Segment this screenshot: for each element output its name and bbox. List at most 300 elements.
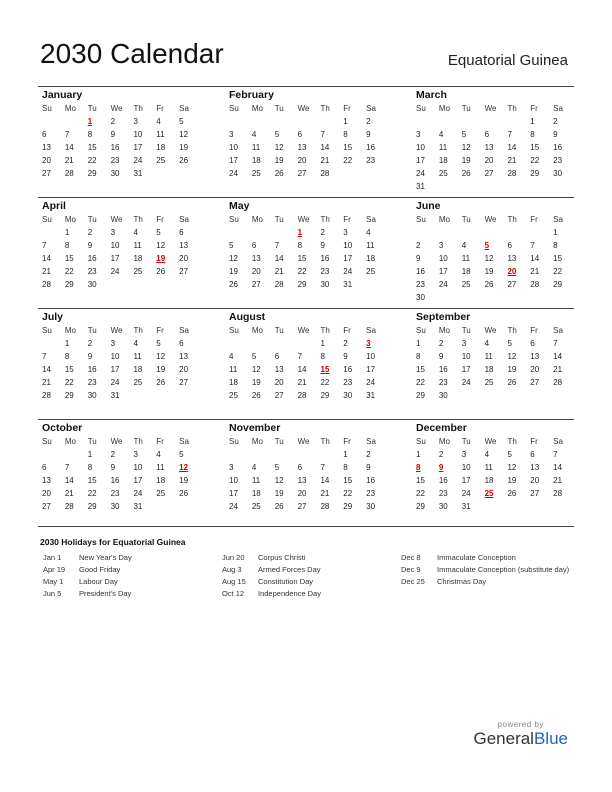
week-row <box>38 389 198 402</box>
day-cell: 3 <box>416 130 421 139</box>
month-may <box>225 198 385 291</box>
week-row <box>225 337 385 350</box>
holiday-date: Dec 25 <box>401 577 425 586</box>
day-cell <box>107 278 130 291</box>
weekday-label: We <box>297 215 310 224</box>
week-row <box>225 278 385 291</box>
day-cell: 19 <box>507 476 517 485</box>
day-cell: 25 <box>156 489 166 498</box>
day-cell: 30 <box>87 391 97 400</box>
day-cell: 16 <box>416 267 425 276</box>
day-cell: 27 <box>530 378 540 387</box>
day-cell <box>412 115 435 128</box>
day-cell: 14 <box>507 143 517 152</box>
weekday-label: Sa <box>179 215 189 224</box>
day-cell: 19 <box>229 267 238 276</box>
day-cell: 22 <box>530 156 540 165</box>
day-cell: 4 <box>251 130 257 139</box>
month-name: June <box>416 200 441 212</box>
day-cell: 21 <box>297 378 307 387</box>
quarter-row <box>38 308 574 419</box>
day-cell: 14 <box>297 365 307 374</box>
day-cell: 10 <box>110 352 120 361</box>
day-cell: 13 <box>274 365 284 374</box>
day-cell: 24 <box>461 378 471 387</box>
day-cell: 22 <box>64 378 74 387</box>
day-cell <box>481 180 504 193</box>
week-row <box>412 226 572 239</box>
weekday-label: Sa <box>179 104 189 113</box>
day-cell: 9 <box>87 352 93 361</box>
day-cell <box>175 167 198 180</box>
day-cell: 23 <box>416 280 425 289</box>
weekday-label: Sa <box>366 215 376 224</box>
weekday-label: Tu <box>274 104 284 113</box>
day-cell: 22 <box>64 267 74 276</box>
week-row <box>412 389 572 402</box>
week-row <box>38 350 198 363</box>
day-cell: 20 <box>251 267 261 276</box>
day-cell: 25 <box>461 280 471 289</box>
day-cell: 22 <box>87 156 97 165</box>
holiday-day-cell: 15 <box>320 365 330 374</box>
week-row <box>225 252 385 265</box>
holiday-name: Immaculate Conception (substitute day) <box>437 565 570 574</box>
weekday-header <box>38 435 198 448</box>
day-cell: 15 <box>530 143 540 152</box>
week-row <box>38 226 198 239</box>
day-cell: 4 <box>438 130 444 139</box>
week-row <box>412 448 572 461</box>
day-cell: 30 <box>110 502 120 511</box>
day-cell <box>61 448 84 461</box>
day-cell: 20 <box>179 254 189 263</box>
week-row <box>225 389 385 402</box>
day-cell <box>271 226 294 239</box>
brand-logo[interactable] <box>473 729 568 749</box>
week-row <box>225 350 385 363</box>
day-cell: 10 <box>343 241 353 250</box>
week-row <box>225 154 385 167</box>
day-cell: 12 <box>156 241 166 250</box>
day-cell <box>248 226 271 239</box>
day-cell: 9 <box>438 352 444 361</box>
day-cell: 16 <box>320 254 330 263</box>
day-cell <box>503 115 526 128</box>
day-cell: 8 <box>343 130 348 139</box>
day-cell: 19 <box>251 378 261 387</box>
month-october <box>38 420 198 513</box>
day-cell: 27 <box>507 280 517 289</box>
month-name: March <box>416 89 447 101</box>
day-cell <box>129 389 152 402</box>
day-cell <box>526 226 549 239</box>
day-cell: 12 <box>274 476 284 485</box>
holiday-day-cell: 1 <box>297 228 303 237</box>
day-cell: 18 <box>484 365 494 374</box>
day-cell: 15 <box>343 476 353 485</box>
day-cell <box>435 226 458 239</box>
weekday-label: Fr <box>343 326 351 335</box>
day-cell <box>503 226 526 239</box>
month-name: April <box>42 200 66 212</box>
weekday-label: Fr <box>343 437 351 446</box>
week-row <box>412 363 572 376</box>
day-cell <box>38 115 61 128</box>
holiday-name: Christmas Day <box>437 577 487 586</box>
day-cell: 17 <box>461 476 471 485</box>
day-cell: 17 <box>438 267 448 276</box>
day-cell: 26 <box>461 169 471 178</box>
holiday-day-cell: 8 <box>416 463 421 472</box>
day-cell: 11 <box>484 352 493 361</box>
day-cell: 14 <box>64 143 74 152</box>
day-cell: 2 <box>110 117 116 126</box>
day-cell: 24 <box>461 489 471 498</box>
weekday-header <box>412 324 572 337</box>
day-cell: 23 <box>553 156 563 165</box>
day-cell <box>503 291 526 304</box>
day-cell: 29 <box>64 280 74 289</box>
holidays-title: 2030 Holidays for Equatorial Guinea <box>40 537 186 547</box>
day-cell: 13 <box>42 476 51 485</box>
week-row <box>38 363 198 376</box>
month-name: May <box>229 200 250 212</box>
month-name: July <box>42 311 64 323</box>
day-cell <box>294 115 317 128</box>
weekday-label: Th <box>133 104 143 113</box>
week-row <box>225 265 385 278</box>
day-cell: 20 <box>297 156 307 165</box>
day-cell: 23 <box>87 267 97 276</box>
day-cell: 16 <box>553 143 563 152</box>
day-cell: 10 <box>366 352 376 361</box>
day-cell <box>225 226 248 239</box>
day-cell: 5 <box>156 228 161 237</box>
day-cell: 12 <box>179 130 189 139</box>
day-cell: 6 <box>297 463 303 472</box>
month-february <box>225 87 385 180</box>
day-cell: 22 <box>297 267 307 276</box>
day-cell: 26 <box>507 378 517 387</box>
day-cell: 29 <box>64 391 74 400</box>
week-row <box>225 500 385 513</box>
day-cell: 2 <box>320 228 325 237</box>
day-cell: 13 <box>484 143 494 152</box>
day-cell: 9 <box>416 254 421 263</box>
holiday-date: Dec 8 <box>401 553 421 562</box>
day-cell: 7 <box>530 241 535 250</box>
holiday-day-cell: 12 <box>179 463 189 472</box>
day-cell: 31 <box>343 280 353 289</box>
day-cell: 4 <box>461 241 467 250</box>
day-cell <box>526 500 549 513</box>
weekday-label: Fr <box>530 215 538 224</box>
holiday-day-cell: 25 <box>484 489 494 498</box>
month-march <box>412 87 572 193</box>
day-cell: 3 <box>110 339 116 348</box>
day-cell: 26 <box>251 391 261 400</box>
day-cell: 18 <box>229 378 238 387</box>
holiday-date: Oct 12 <box>222 589 245 598</box>
day-cell: 13 <box>297 476 307 485</box>
day-cell: 14 <box>553 352 563 361</box>
day-cell: 18 <box>156 476 166 485</box>
week-row <box>38 154 198 167</box>
weekday-label: Su <box>416 437 426 446</box>
day-cell: 30 <box>87 280 97 289</box>
day-cell: 1 <box>64 339 70 348</box>
day-cell <box>526 291 549 304</box>
day-cell: 4 <box>229 352 234 361</box>
day-cell <box>248 448 271 461</box>
week-row <box>38 115 198 128</box>
day-cell: 24 <box>366 378 376 387</box>
holiday-date: Aug 3 <box>222 565 242 574</box>
weekday-label: Th <box>320 215 330 224</box>
weekday-label: Tu <box>274 215 284 224</box>
day-cell <box>458 226 481 239</box>
weekday-label: Sa <box>366 437 376 446</box>
day-cell: 7 <box>320 463 325 472</box>
weekday-label: Mo <box>251 215 263 224</box>
day-cell <box>503 500 526 513</box>
weekday-label: We <box>110 104 123 113</box>
day-cell: 20 <box>179 365 189 374</box>
day-cell: 24 <box>110 267 120 276</box>
holiday-item <box>222 552 402 564</box>
day-cell <box>129 278 152 291</box>
holiday-name: Independence Day <box>258 589 321 598</box>
day-cell: 5 <box>229 241 234 250</box>
day-cell: 18 <box>484 476 494 485</box>
day-cell: 17 <box>343 254 353 263</box>
day-cell: 18 <box>156 143 166 152</box>
holiday-day-cell: 19 <box>156 254 166 263</box>
day-cell: 30 <box>438 502 448 511</box>
day-cell: 26 <box>179 489 189 498</box>
day-cell: 29 <box>530 169 540 178</box>
weekday-label: We <box>297 104 310 113</box>
day-cell: 28 <box>274 280 284 289</box>
day-cell: 20 <box>274 378 284 387</box>
day-cell: 6 <box>297 130 303 139</box>
day-cell: 21 <box>507 156 517 165</box>
day-cell <box>61 115 84 128</box>
week-row <box>38 448 198 461</box>
day-cell: 18 <box>251 489 261 498</box>
day-cell: 31 <box>133 502 143 511</box>
weekday-label: Fr <box>343 215 351 224</box>
weekday-label: Mo <box>438 326 450 335</box>
week-row <box>38 500 198 513</box>
weekday-label: Tu <box>461 215 471 224</box>
day-cell: 17 <box>110 365 120 374</box>
day-cell: 30 <box>416 293 425 302</box>
day-cell: 12 <box>251 365 261 374</box>
day-cell: 28 <box>507 169 517 178</box>
weekday-label: We <box>484 326 497 335</box>
day-cell: 8 <box>343 463 348 472</box>
day-cell: 16 <box>110 143 120 152</box>
quarter-row <box>38 86 574 197</box>
day-cell: 3 <box>229 463 234 472</box>
day-cell: 25 <box>133 378 143 387</box>
day-cell <box>38 226 61 239</box>
month-name: January <box>42 89 83 101</box>
weekday-label: Mo <box>64 326 76 335</box>
day-cell: 6 <box>274 352 280 361</box>
weekday-label: Th <box>320 104 330 113</box>
day-cell: 26 <box>484 280 494 289</box>
weekday-label: Sa <box>366 104 376 113</box>
day-cell: 24 <box>110 378 120 387</box>
day-cell: 20 <box>530 365 540 374</box>
weekday-label: Sa <box>553 215 563 224</box>
day-cell: 17 <box>133 476 143 485</box>
day-cell: 25 <box>156 156 166 165</box>
day-cell <box>549 500 572 513</box>
day-cell <box>481 389 504 402</box>
weekday-header <box>412 435 572 448</box>
day-cell: 27 <box>274 391 284 400</box>
day-cell: 29 <box>87 502 97 511</box>
weekday-label: Su <box>42 437 52 446</box>
day-cell: 2 <box>553 117 558 126</box>
day-cell: 28 <box>64 502 74 511</box>
day-cell: 31 <box>133 169 143 178</box>
weekday-label: Tu <box>87 437 97 446</box>
day-cell: 20 <box>42 489 51 498</box>
day-cell: 29 <box>416 502 425 511</box>
day-cell: 21 <box>64 156 74 165</box>
weekday-label: We <box>297 326 310 335</box>
day-cell: 6 <box>42 130 47 139</box>
week-row <box>412 154 572 167</box>
day-cell: 1 <box>553 228 558 237</box>
day-cell: 6 <box>484 130 490 139</box>
day-cell: 4 <box>156 450 161 459</box>
day-cell: 19 <box>156 365 166 374</box>
day-cell: 27 <box>179 267 189 276</box>
day-cell: 24 <box>229 169 238 178</box>
holiday-date: Jun 20 <box>222 553 245 562</box>
weekday-label: Mo <box>64 437 76 446</box>
day-cell: 10 <box>229 476 238 485</box>
month-december <box>412 420 572 513</box>
day-cell: 24 <box>438 280 448 289</box>
weekday-label: Th <box>133 437 143 446</box>
weekday-label: Sa <box>179 326 189 335</box>
day-cell: 23 <box>110 489 120 498</box>
day-cell: 19 <box>484 267 494 276</box>
day-cell: 11 <box>366 241 375 250</box>
weekday-label: Su <box>42 104 52 113</box>
month-july <box>38 309 198 402</box>
day-cell: 22 <box>320 378 330 387</box>
day-cell: 23 <box>320 267 330 276</box>
day-cell: 2 <box>366 117 371 126</box>
week-row <box>412 337 572 350</box>
day-cell: 23 <box>438 489 448 498</box>
holiday-name: President's Day <box>79 589 132 598</box>
day-cell <box>458 115 481 128</box>
day-cell: 15 <box>343 143 353 152</box>
day-cell: 25 <box>366 267 376 276</box>
weekday-label: Fr <box>156 215 164 224</box>
day-cell: 11 <box>133 352 142 361</box>
day-cell: 14 <box>320 476 330 485</box>
day-cell: 28 <box>42 280 51 289</box>
weekday-label: Su <box>42 326 52 335</box>
day-cell: 3 <box>110 228 116 237</box>
holiday-name: Armed Forces Day <box>258 565 321 574</box>
day-cell: 14 <box>64 476 74 485</box>
week-row <box>38 487 198 500</box>
day-cell <box>549 389 572 402</box>
day-cell: 12 <box>461 143 471 152</box>
holiday-day-cell: 5 <box>484 241 490 250</box>
day-cell: 5 <box>461 130 467 139</box>
day-cell: 10 <box>438 254 448 263</box>
day-cell <box>481 226 504 239</box>
day-cell: 21 <box>320 489 330 498</box>
holiday-date: Aug 15 <box>222 577 246 586</box>
day-cell <box>175 500 198 513</box>
day-cell: 2 <box>438 339 444 348</box>
day-cell: 25 <box>438 169 448 178</box>
holiday-item <box>401 564 577 576</box>
day-cell: 5 <box>274 463 280 472</box>
day-cell: 3 <box>229 130 234 139</box>
day-cell: 1 <box>416 339 421 348</box>
day-cell: 3 <box>438 241 444 250</box>
weekday-label: We <box>484 437 497 446</box>
day-cell: 26 <box>156 267 166 276</box>
day-cell: 7 <box>553 339 558 348</box>
day-cell: 12 <box>507 352 517 361</box>
day-cell <box>526 389 549 402</box>
day-cell: 17 <box>133 143 143 152</box>
brand-blue: Blue <box>533 729 568 748</box>
day-cell: 11 <box>156 130 165 139</box>
day-cell: 12 <box>274 143 284 152</box>
week-row <box>38 128 198 141</box>
day-cell: 9 <box>553 130 558 139</box>
holiday-name: New Year's Day <box>79 553 132 562</box>
day-cell: 27 <box>297 169 307 178</box>
day-cell: 20 <box>484 156 494 165</box>
weekday-header <box>412 102 572 115</box>
weekday-label: Fr <box>530 104 538 113</box>
day-cell: 4 <box>133 339 138 348</box>
day-cell: 12 <box>156 352 166 361</box>
week-row <box>38 278 198 291</box>
month-april <box>38 198 198 291</box>
day-cell <box>458 389 481 402</box>
weekday-label: Th <box>133 326 143 335</box>
day-cell: 9 <box>343 352 348 361</box>
month-september <box>412 309 572 402</box>
day-cell: 6 <box>530 339 535 348</box>
day-cell <box>339 167 362 180</box>
day-cell: 15 <box>64 365 74 374</box>
day-cell <box>549 180 572 193</box>
day-cell: 9 <box>366 130 371 139</box>
day-cell: 7 <box>64 130 70 139</box>
day-cell <box>316 448 339 461</box>
day-cell: 19 <box>274 156 284 165</box>
